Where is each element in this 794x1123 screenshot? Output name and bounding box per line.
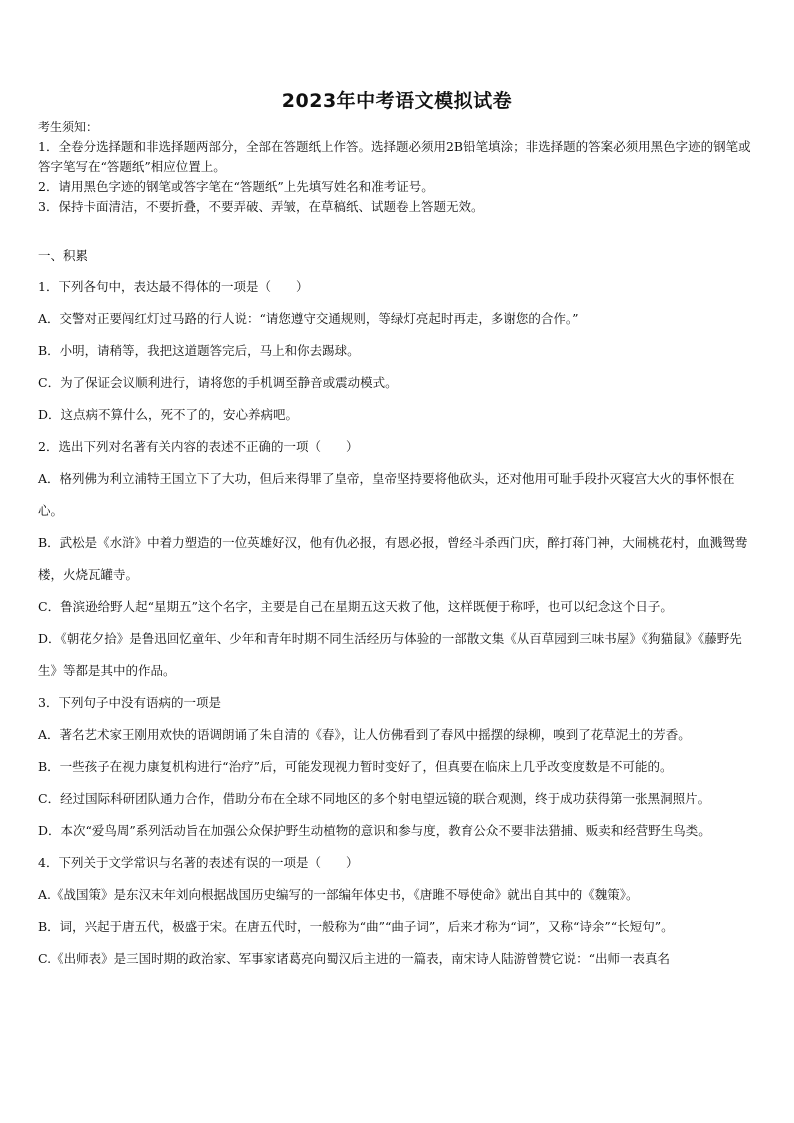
question-option: D．本次“爱鸟周”系列活动旨在加强公众保护野生动植物的意识和参与度，教育公众不要非法猎捕、贩卖和经营野生鸟类。	[38, 823, 711, 838]
question-option: C．为了保证会议顺利进行，请将您的手机调至静音或震动模式。	[38, 375, 398, 390]
question-option: C.《出师表》是三国时期的政治家、军事家诸葛亮向蜀汉后主进的一篇表，南宋诗人陆游曾赞它说：“出师一表真名	[38, 951, 670, 966]
question-option: C．经过国际科研团队通力合作，借助分布在全球不同地区的多个射电望远镜的联合观测，终于成功获得第一张黑洞照片。	[38, 791, 711, 806]
question-stem: 2．选出下列对名著有关内容的表述不正确的一项（ ）	[38, 439, 359, 454]
section-heading: 一、积累	[38, 248, 89, 263]
question-option: D．《朝花夕拾》是鲁迅回忆童年、少年和青年时期不同生活经历与体验的一部散文集《从百草园到三味书屋》《狗猫鼠》《藤野先生》等都是其中的作品。	[38, 631, 742, 678]
question-3	[38, 687, 758, 847]
question-stem: 1．下列各句中，表达最不得体的一项是（ ）	[38, 279, 309, 294]
question-option: B．武松是《水浒》中着力塑造的一位英雄好汉，他有仇必报，有恩必报，曾经斗杀西门庆，醉打蒋门神，大闹桃花村，血溅鸳鸯楼，火烧瓦罐寺。	[38, 535, 748, 582]
question-option: A．格列佛为利立浦特王国立下了大功，但后来得罪了皇帝，皇帝坚持要将他砍头，还对他用可耻手段扑灭寝宫大火的事怀恨在心。	[38, 471, 735, 518]
question-option: B．词，兴起于唐五代，极盛于宋。在唐五代时，一般称为“曲”“曲子词”，后来才称为“词”，又称“诗余”“长短句”。	[38, 919, 674, 934]
question-option: A.《战国策》是东汉末年刘向根据战国历史编写的一部编年体史书，《唐雎不辱使命》就出自其中的《魏策》。	[38, 887, 639, 902]
page-title: 2023年中考语文模拟试卷	[281, 90, 513, 112]
question-stem: 4．下列关于文学常识与名著的表述有误的一项是（ ）	[38, 855, 359, 870]
question-option: C．鲁滨逊给野人起“星期五”这个名字，主要是自己在星期五这天救了他，这样既便于称呼，也可以纪念这个日子。	[38, 599, 673, 614]
notice-item: 1．全卷分选择题和非选择题两部分，全部在答题纸上作答。选择题必须用2B铅笔填涂；非选择题的答案必须用黑色字迹的钢笔或答字笔写在“答题纸”相应位置上。	[38, 139, 751, 174]
notice-heading: 考生须知：	[38, 120, 99, 134]
question-option: B．小明，请稍等，我把这道题答完后，马上和你去踢球。	[38, 343, 360, 358]
question-option: A．交警对正要闯红灯过马路的行人说：“请您遵守交通规则，等绿灯亮起时再走，多谢您的合作。”	[38, 311, 579, 326]
question-2	[38, 431, 758, 687]
question-stem: 3．下列句子中没有语病的一项是	[38, 695, 221, 710]
question-4	[38, 847, 758, 975]
notice-item: 2．请用黑色字迹的钢笔或答字笔在“答题纸”上先填写姓名和准考证号。	[38, 179, 434, 194]
question-1	[38, 271, 758, 431]
question-option: A．著名艺术家王刚用欢快的语调朗诵了朱自清的《春》，让人仿佛看到了春风中摇摆的绿柳，嗅到了花草泥土的芳香。	[38, 727, 691, 742]
question-option: B．一些孩子在视力康复机构进行“治疗”后，可能发现视力暂时变好了，但真要在临床上几乎改变度数是不可能的。	[38, 759, 673, 774]
notice-item: 3．保持卡面清洁，不要折叠，不要弄破、弄皱，在草稿纸、试题卷上答题无效。	[38, 199, 484, 214]
question-option: D．这点病不算什么，死不了的，安心养病吧。	[38, 407, 299, 422]
exam-content	[38, 117, 758, 975]
